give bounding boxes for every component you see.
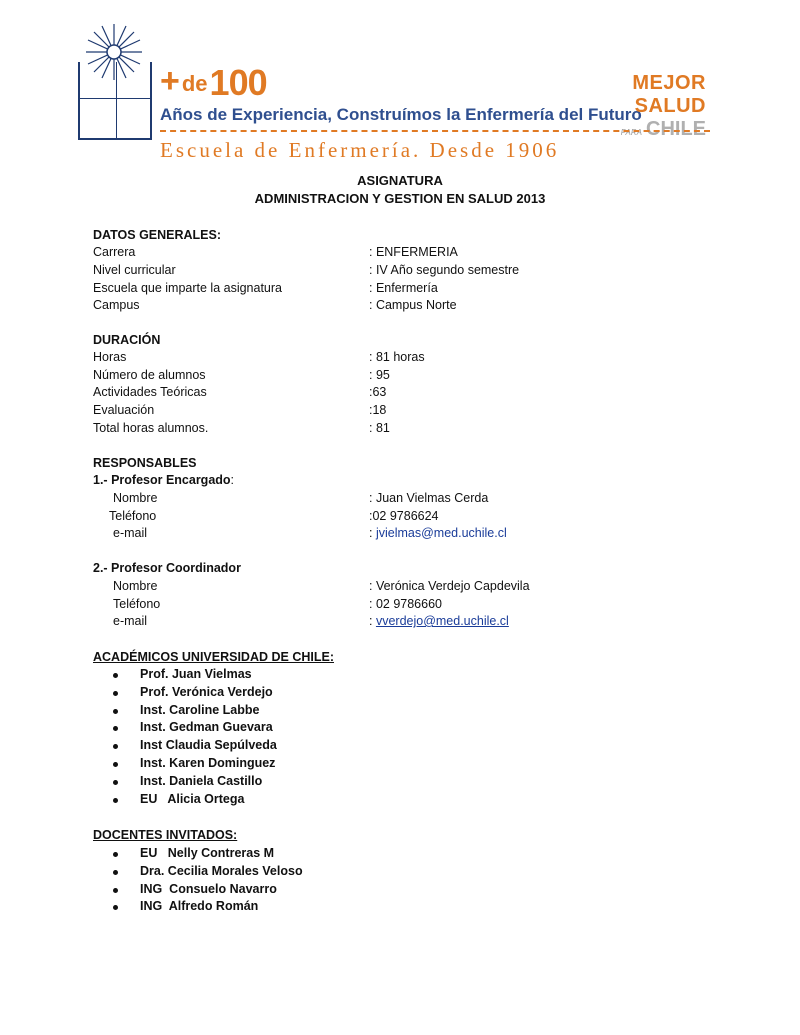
list-item: EU Alicia Ortega — [113, 792, 277, 810]
bullet-icon — [113, 744, 118, 749]
section-academicos: ACADÉMICOS UNIVERSIDAD DE CHILE: — [93, 650, 334, 664]
info-row: Campus : Campus Norte — [93, 298, 457, 312]
header-divider — [160, 130, 710, 132]
letterhead-tagline: Años de Experiencia, Construímos la Enfermería del Futuro — [160, 105, 642, 124]
section-docentes: DOCENTES INVITADOS: — [93, 828, 238, 842]
info-row: Número de alumnos : 95 — [93, 368, 390, 382]
profesor-encargado-heading: 1.- Profesor Encargado: — [93, 473, 235, 487]
list-item: EU Nelly Contreras M — [113, 846, 303, 864]
list-item: Inst Claudia Sepúlveda — [113, 738, 277, 756]
bullet-icon — [113, 709, 118, 714]
mejor-salud-logo: MEJOR SALUD PARA CHILE — [620, 72, 706, 140]
info-row: Carrera : ENFERMERIA — [93, 245, 458, 259]
info-row: Teléfono :02 9786624 — [109, 509, 439, 523]
section-responsables: RESPONSABLES — [93, 456, 197, 470]
email-link-encargado[interactable]: jvielmas@med.uchile.cl — [375, 526, 507, 540]
bullet-icon — [113, 780, 118, 785]
bullet-icon — [113, 762, 118, 767]
info-row: e-mail : vverdejo@med.uchile.cl — [113, 614, 509, 628]
email-link-coordinador[interactable]: vverdejo@med.uchile.cl — [375, 614, 509, 628]
info-row: e-mail : jvielmas@med.uchile.cl — [113, 526, 507, 540]
list-item: Dra. Cecilia Morales Veloso — [113, 864, 303, 882]
bullet-icon — [113, 905, 118, 910]
info-row: Total horas alumnos. : 81 — [93, 421, 390, 435]
list-item: Prof. Juan Vielmas — [113, 667, 277, 685]
academicos-list — [113, 667, 277, 809]
bullet-icon — [113, 726, 118, 731]
doc-title-course: ADMINISTRACION Y GESTION EN SALUD 2013 — [254, 191, 546, 206]
section-datos-generales: DATOS GENERALES: — [93, 228, 222, 242]
section-duracion: DURACIÓN — [93, 333, 161, 347]
list-item: Prof. Verónica Verdejo — [113, 685, 277, 703]
university-crest-icon — [78, 62, 152, 140]
bullet-icon — [113, 852, 118, 857]
info-row: Horas : 81 horas — [93, 350, 425, 364]
info-row: Teléfono : 02 9786660 — [113, 597, 442, 611]
bullet-icon — [113, 798, 118, 803]
list-item: Inst. Gedman Guevara — [113, 720, 277, 738]
info-row: Nombre : Juan Vielmas Cerda — [113, 491, 489, 505]
doc-title-label: ASIGNATURA — [357, 173, 443, 188]
hundred-years-badge: +de100 — [160, 62, 267, 103]
bullet-icon — [113, 673, 118, 678]
info-row: Evaluación :18 — [93, 403, 387, 417]
info-row: Nivel curricular : IV Año segundo semestre — [93, 263, 520, 277]
bullet-icon — [113, 870, 118, 875]
info-row: Nombre : Verónica Verdejo Capdevila — [113, 579, 530, 593]
info-row: Escuela que imparte la asignatura : Enfermería — [93, 281, 438, 295]
bullet-icon — [113, 691, 118, 696]
docentes-list — [113, 846, 303, 917]
list-item: ING Consuelo Navarro — [113, 882, 303, 900]
list-item: Inst. Daniela Castillo — [113, 774, 277, 792]
list-item: Inst. Karen Dominguez — [113, 756, 277, 774]
school-name: Escuela de Enfermería. Desde 1906 — [160, 138, 560, 162]
letterhead — [0, 0, 800, 165]
list-item: ING Alfredo Román — [113, 899, 303, 917]
info-row: Actividades Teóricas :63 — [93, 385, 387, 399]
list-item: Inst. Caroline Labbe — [113, 703, 277, 721]
bullet-icon — [113, 888, 118, 893]
profesor-coordinador-heading: 2.- Profesor Coordinador — [93, 561, 241, 575]
